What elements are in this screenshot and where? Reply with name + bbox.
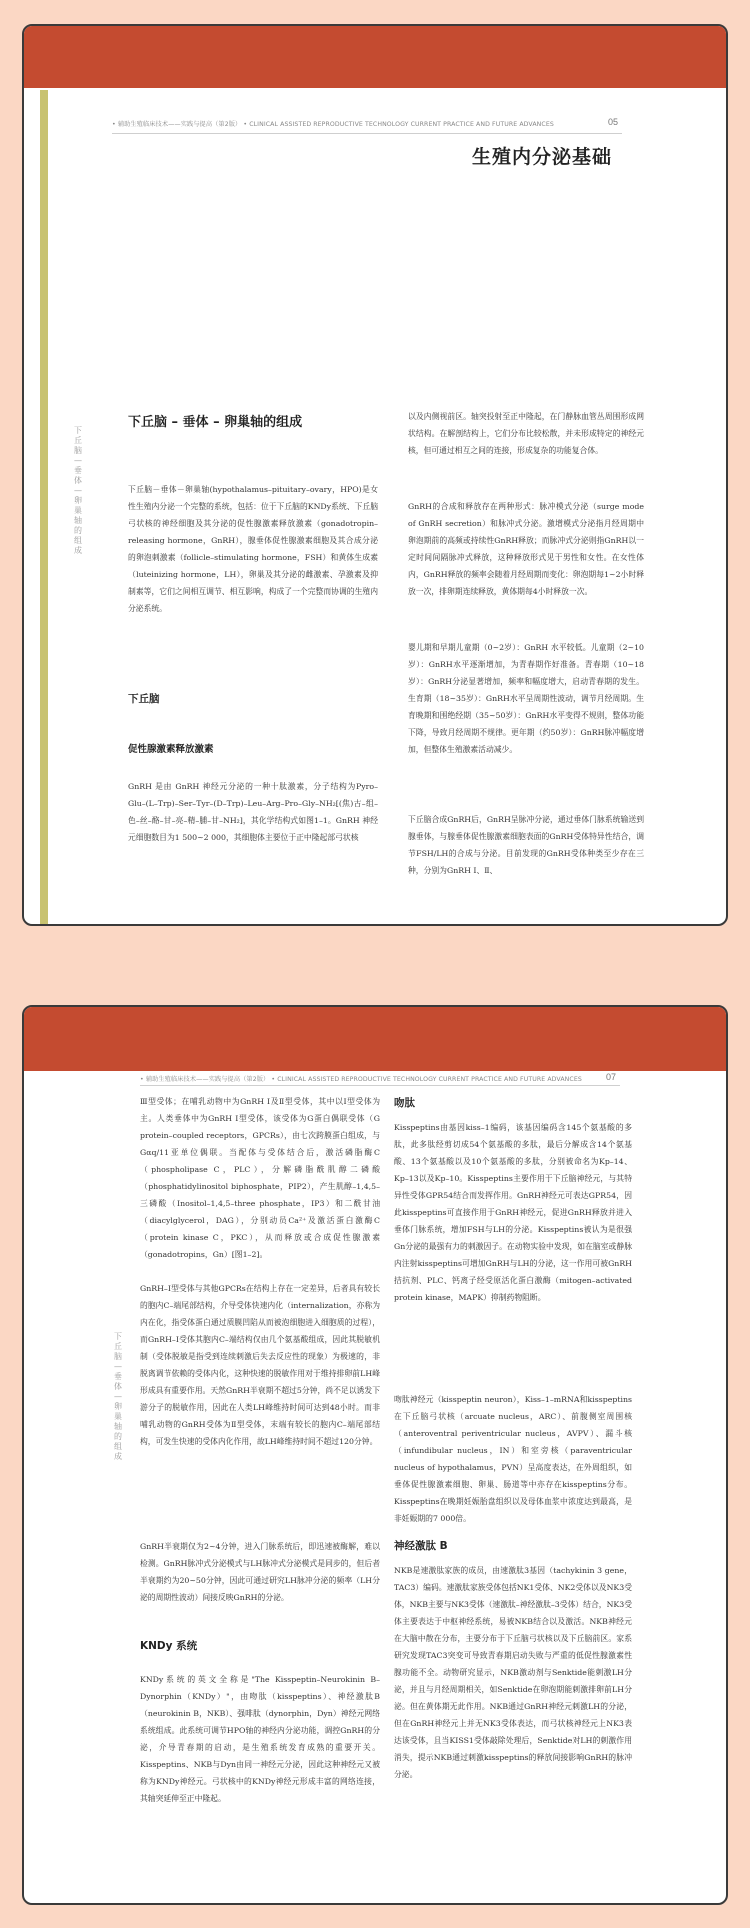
left-paragraph-1: Ⅲ型受体；在哺乳动物中为GnRH Ⅰ及Ⅱ型受体，其中以Ⅰ型受体为主。人类垂体中为GnRH Ⅰ型受体，该受体为G蛋白偶联受体（G protein–coupled receptors，GPCRs），由七次跨膜蛋白组成，与Gαq/11亚单位偶联。当配体与受体结合后，激活磷脂酶C（phospholipase C，PLC），分解磷脂酰肌醇二磷酸（phosphatidylinositol biphosphate，PIP2），产生肌醇–1,4,5–三磷酸（Inositol–1,4,5–three phosphate，IP3）和二酰甘油（diacylglycerol，DAG），分别动员Ca²⁺及激活蛋白激酶C（protein kinase C，PKC），从而释放或合成促性腺激素（gonadotropins，Gn）[图1–2]。	[140, 1097, 380, 1259]
left-paragraph-3: GnRH半衰期仅为2~4分钟，进入门脉系统后，即迅速被酶解，难以检测。GnRH脉冲式分泌模式与LH脉冲式分泌模式是同步的，但后者半衰期约为20~50分钟，因此可通过研究LH脉冲分泌的频率（LH分泌的周期性波动）间接反映GnRH的分泌。	[140, 1542, 380, 1602]
header-rule	[112, 133, 622, 134]
intro-paragraph: 下丘脑－垂体－卵巢轴(hypothalamus–pituitary–ovary，HPO)是女性生殖内分泌一个完整的系统，包括：位于下丘脑的KNDy系统、下丘脑弓状核的神经细胞及其分泌的促性腺激素释放激素（gonadotropin–releasing hormone，GnRH），腺垂体促性腺激素细胞及其合成分泌的卵泡刺激素（follicle–stimulating hormone，FSH）和黄体生成素（luteinizing hormone，LH），卵巢及其分泌的雌激素、孕激素及抑制素等，它们之间相互调节、相互影响，构成了一个完整而协调的生殖内分泌系统。	[128, 485, 378, 613]
subsubsection-title: 促性腺激素释放激素	[128, 744, 214, 755]
page-header-band	[24, 1007, 726, 1071]
book-page-07	[22, 1005, 728, 1905]
page-number: 07	[606, 1072, 617, 1082]
left-paragraph-2: GnRH–Ⅰ型受体与其他GPCRs在结构上存在一定差异，后者具有较长的胞内C–端尾部结构，介导受体快速内化（internalization，亦称为内在化，指受体蛋白通过质膜凹陷从而被泡细胞进入细胞质的过程），而GnRH–Ⅰ受体其胞内C–端结构仅由几个氨基酸组成，因此其脱敏机制（受体脱敏是指受到连续刺激后失去反应性的现象）为极速的，非脱离调节依赖的受体内化，这种快速的脱敏作用对于维持排卵前LH峰形成具有重要作用。天然GnRH半衰期不超过5分钟，尚不足以诱发下游分子的脱敏作用，因此在人类LH峰维持时间可达到48小时。而非哺乳动物的GnRH受体为Ⅱ型受体，末端有较长的胞内C–端尾部结构，可发生快速的受体内化作用，故LH峰维持时间不超过120分钟。	[140, 1284, 380, 1446]
section-title-nkb: 神经激肽 B	[394, 1540, 448, 1552]
section-title: 下丘脑 – 垂体 – 卵巢轴的组成	[128, 415, 303, 430]
subsection-title: 下丘脑	[128, 693, 160, 705]
chapter-title: 生殖内分泌基础	[472, 146, 613, 168]
side-section-label: 下丘脑—垂体—卵巢轴的组成	[74, 426, 82, 555]
right-paragraph-3: 婴儿期和早期儿童期（0~2岁）：GnRH 水平较低。儿童期（2~10岁）：GnRH水平逐渐增加，为青春期作好准备。青春期（10~18岁）：GnRH分泌显著增加，频率和幅度增大，启动青春期的发生。生育期（18~35岁）：GnRH水平呈周期性波动，调节月经周期。生育晚期和围绝经期（35~50岁）：GnRH水平变得不规则，整体功能下降，导致月经周期不规律。更年期（约50岁）：GnRH脉冲幅度增加，但整体生殖激素活动减少。	[408, 643, 644, 754]
right-paragraph-1: 以及内侧视前区。轴突投射至正中隆起，在门静脉血管丛周围形成网状结构。在解剖结构上，它们分布比较松散，并未形成特定的神经元核，但可通过相互之间的连接，形成复杂的功能复合体。	[408, 412, 644, 455]
side-section-label: 下丘脑—垂体—卵巢轴的组成	[114, 1332, 122, 1461]
left-paragraph-4: KNDy系统的英文全称是"The Kisspeptin–Neurokinin B–Dynorphin（KNDy）"，由吻肽（kisspeptins）、神经激肽B（neurokinin B，NKB）、强啡肽（dynorphin，Dyn）神经元网络系统组成。此系统可调节HPO轴的神经内分泌功能，调控GnRH的分泌，介导青春期的启动，是生殖系统发育成熟的重要开关。Kisspeptins、NKB与Dyn由同一神经元分泌，因此这种神经元又被称为KNDy神经元。弓状核中的KNDy神经元形成丰富的网络连接，其轴突延伸至正中隆起。	[140, 1675, 380, 1803]
right-paragraph-2: 吻肽神经元（kisspeptin neuron），Kiss–1–mRNA和kisspeptins在下丘脑弓状核（arcuate nucleus，ARC）、前腹侧室周围核（anteroventral periventricular nucleus，AVPV）、漏斗核（infundibular nucleus，IN）和室旁核（paraventricular nucleus of hypothalamus，PVN）呈高度表达，在外周组织，如垂体促性腺激素细胞、卵巢、肠道等中亦存在kisspeptins分布。Kisspeptins在晚期妊娠胎盘组织以及母体血浆中浓度达到最高，是非妊娠期的7 000倍。	[394, 1395, 632, 1523]
right-paragraph-4: 下丘脑合成GnRH后，GnRH呈脉冲分泌，通过垂体门脉系统输送到腺垂体，与腺垂体促性腺激素细胞表面的GnRH受体特异性结合，调节FSH/LH的合成与分泌。目前发现的GnRH受体种类至少存在三种，分别为GnRH Ⅰ、Ⅱ、	[408, 815, 644, 875]
running-head: • 辅助生殖临床技术——实践与提高（第2版） • CLINICAL ASSISTED REPRODUCTIVE TECHNOLOGY CURRENT PRACTICE AND FUTURE ADVANCES	[112, 121, 554, 128]
right-paragraph-2: GnRH的合成和释放存在两种形式：脉冲模式分泌（surge mode of GnRH secretion）和脉冲式分泌。激增模式分泌指月经周期中卵泡期前的高频或持续性GnRH释放；而脉冲式分泌则指GnRH以一定时间间隔脉冲式释放，这种释放形式见于男性和女性。在女性体内，GnRH释放的频率会随着月经周期而变化：卵泡期每1~2小时释放一次，排卵期连续释放，黄体期每4小时释放一次。	[408, 502, 644, 596]
page-sidebar-stripe	[40, 90, 48, 926]
page-number: 05	[608, 117, 619, 127]
running-head: • 辅助生殖临床技术——实践与提高（第2版） • CLINICAL ASSISTED REPRODUCTIVE TECHNOLOGY CURRENT PRACTICE AND FUTURE ADVANCES	[140, 1076, 582, 1083]
gnrh-paragraph: GnRH 是由 GnRH 神经元分泌的一种十肽激素，分子结构为Pyro–Glu–(L–Trp)–Ser–Tyr–(D–Trp)–Leu–Arg–Pro–Gly–NH₂[(焦)古–组–色–丝–酪–甘–亮–精–脯–甘–NH₂]，其化学结构式如图1–1。GnRH 神经元细胞数目为1 500~2 000，其细胞体主要位于正中隆起部弓状核	[128, 782, 378, 842]
section-title-kndy: KNDy 系统	[140, 1640, 198, 1652]
book-page-05	[22, 24, 728, 926]
header-rule	[140, 1085, 620, 1086]
section-title-kisspeptin: 吻肽	[394, 1097, 415, 1109]
page-header-band	[24, 26, 726, 88]
right-paragraph-3: NKB是速激肽家族的成员，由速激肽3基因（tachykinin 3 gene，TAC3）编码。速激肽家族受体包括NK1受体、NK2受体以及NK3受体，NKB主要与NK3受体（速激肽–神经激肽–3受体）结合，NK3受体主要表达于中枢神经系统，易被NKB结合以及激活。NKB神经元在大脑中散在分布，主要分布于下丘脑弓状核以及下丘脑前区。家系研究发现TAC3突变可导致青春期启动失败与严重的低促性腺激素性腺功能不全。动物研究显示，NKB激动剂与Senktide能刺激LH分泌，并且与月经周期相关，如Senktide在卵泡期能刺激排卵前LH分泌。但在黄体期无此作用。NKB通过GnRH神经元刺激LH的分泌，但在GnRH神经元上并无NK3受体表达，而弓状核神经元上NK3表达该受体，且当KISS1受体敲除处理后，Senktide对LH的刺激作用消失，提示NKB通过刺激kisspeptins的释放间接影响GnRH的脉冲分泌。	[394, 1566, 632, 1779]
right-paragraph-1: Kisspeptins由基因kiss–1编码，该基因编码含145个氨基酸的多肽，此多肽经剪切成54个氨基酸的多肽，最后分解成含14个氨基酸、13个氨基酸以及10个氨基酸的多肽，分别被命名为Kp–14、Kp–13以及Kp–10。Kisspeptins主要作用于下丘脑神经元，与其特异性受体GPR54结合而发挥作用。GnRH神经元可表达GPR54，因此kisspeptins可直接作用于GnRH神经元，促进GnRH释放并进入垂体门脉系统，增加FSH与LH的分泌。Kisspeptins被认为是很强Gn分泌的最强有力的刺激因子。在动物实验中发现，如在脑室或静脉内注射kisspeptins可增加GnRH与LH的分泌，这一作用可被GnRH拮抗剂、PLC、钙离子经受原活化蛋白激酶（mitogen–activated protein kinase，MAPK）抑制药物阻断。	[394, 1123, 632, 1302]
